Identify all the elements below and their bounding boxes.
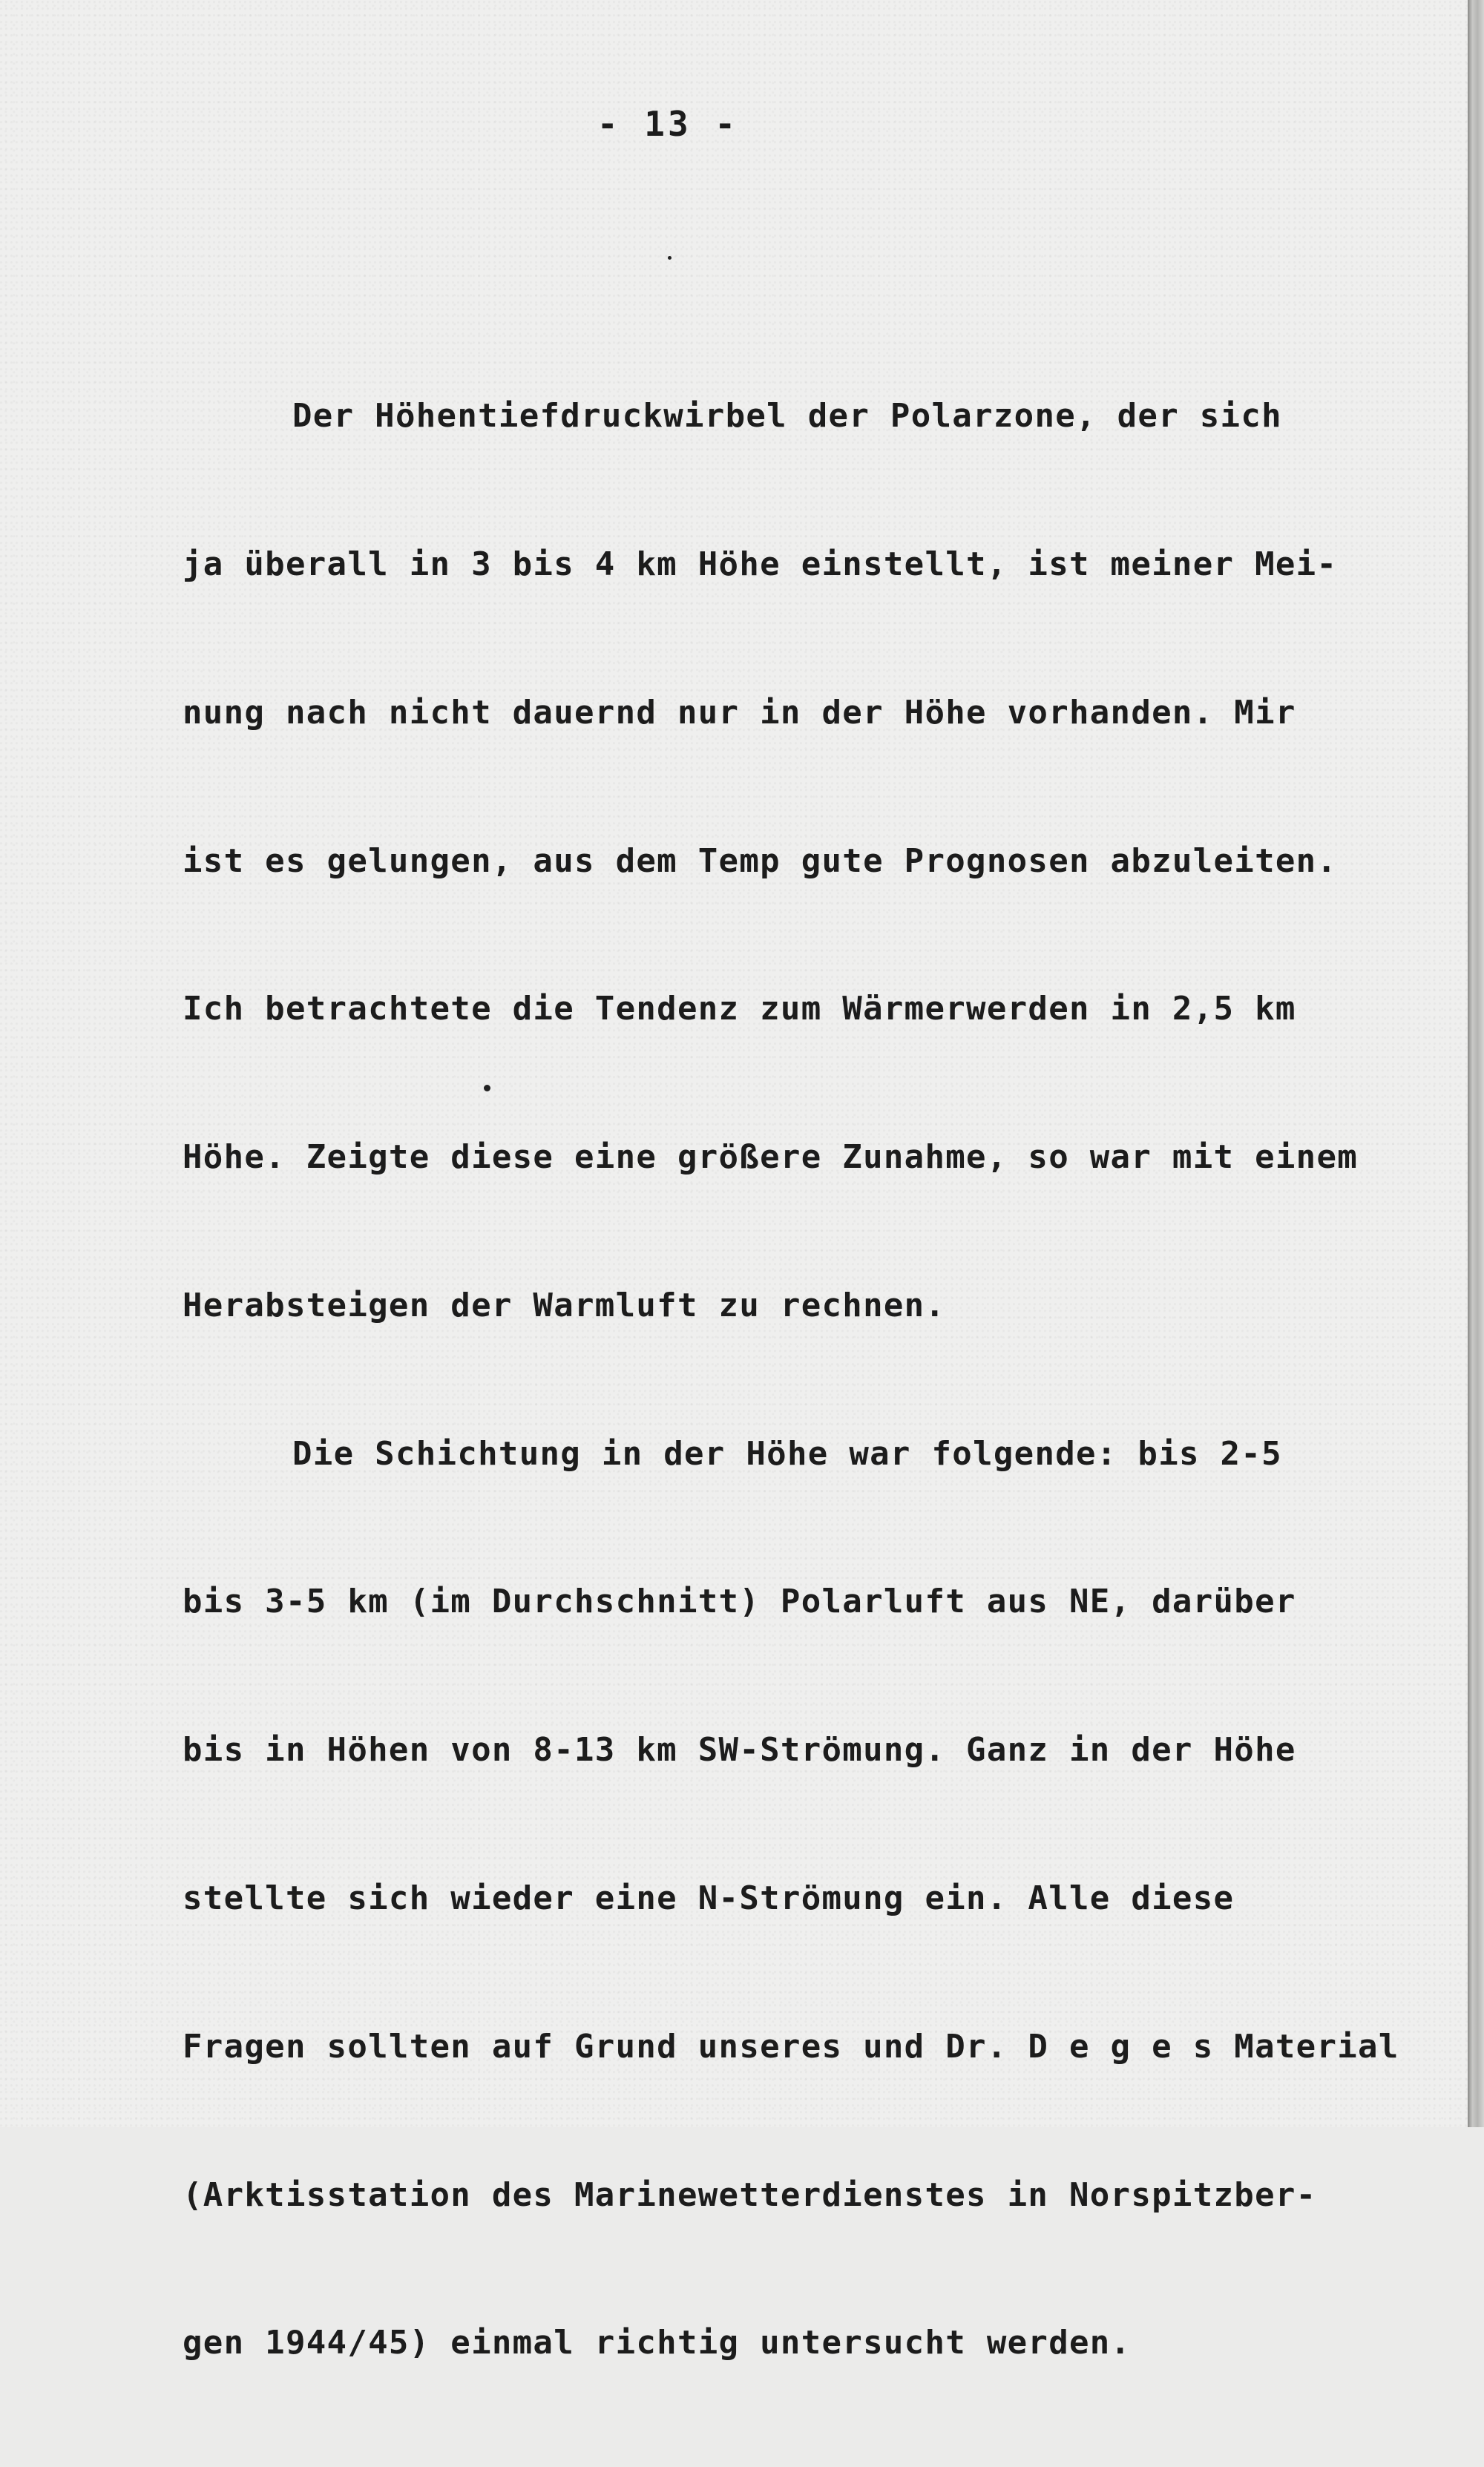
text-line: stellte sich wieder eine N-Strömung ein. Alle diese: [183, 1879, 1235, 1917]
text-line: Ich betrachtete die Tendenz zum Wärmerwerden in 2,5 km: [183, 990, 1296, 1028]
text-line: Fragen sollten auf Grund unseres und Dr. D e g e s Material: [183, 2027, 1399, 2066]
text-line: nung nach nicht dauernd nur in der Höhe vorhanden. Mir: [183, 693, 1296, 732]
page-number: - 13 -: [597, 104, 739, 144]
ink-speck: [484, 1085, 490, 1091]
text-line: gen 1944/45) einmal richtig untersucht werden.: [183, 2324, 1132, 2362]
text-line: ja überall in 3 bis 4 km Höhe einstellt, ist meiner Mei-: [183, 545, 1338, 583]
text-line: Die Schichtung in der Höhe war folgende: bis 2-5: [292, 1434, 1282, 1473]
text-line: Der Höhentiefdruckwirbel der Polarzone, der sich: [292, 397, 1282, 436]
body-text: [183, 293, 1444, 2467]
text-line: bis 3-5 km (im Durchschnitt) Polarluft aus NE, darüber: [183, 1583, 1296, 1621]
text-line: ist es gelungen, aus dem Temp gute Prognosen abzuleiten.: [183, 841, 1338, 880]
text-line: bis in Höhen von 8-13 km SW-Strömung. Ganz in der Höhe: [183, 1731, 1296, 1770]
text-line: Herabsteigen der Warmluft zu rechnen.: [183, 1286, 946, 1324]
page-edge-shadow: [1468, 0, 1484, 2127]
text-line: Höhe. Zeigte diese eine größere Zunahme, so war mit einem: [183, 1138, 1359, 1177]
text-line: (Arktisstation des Marinewetterdienstes in Norspitzber-: [183, 2175, 1317, 2214]
ink-speck: [668, 256, 672, 260]
